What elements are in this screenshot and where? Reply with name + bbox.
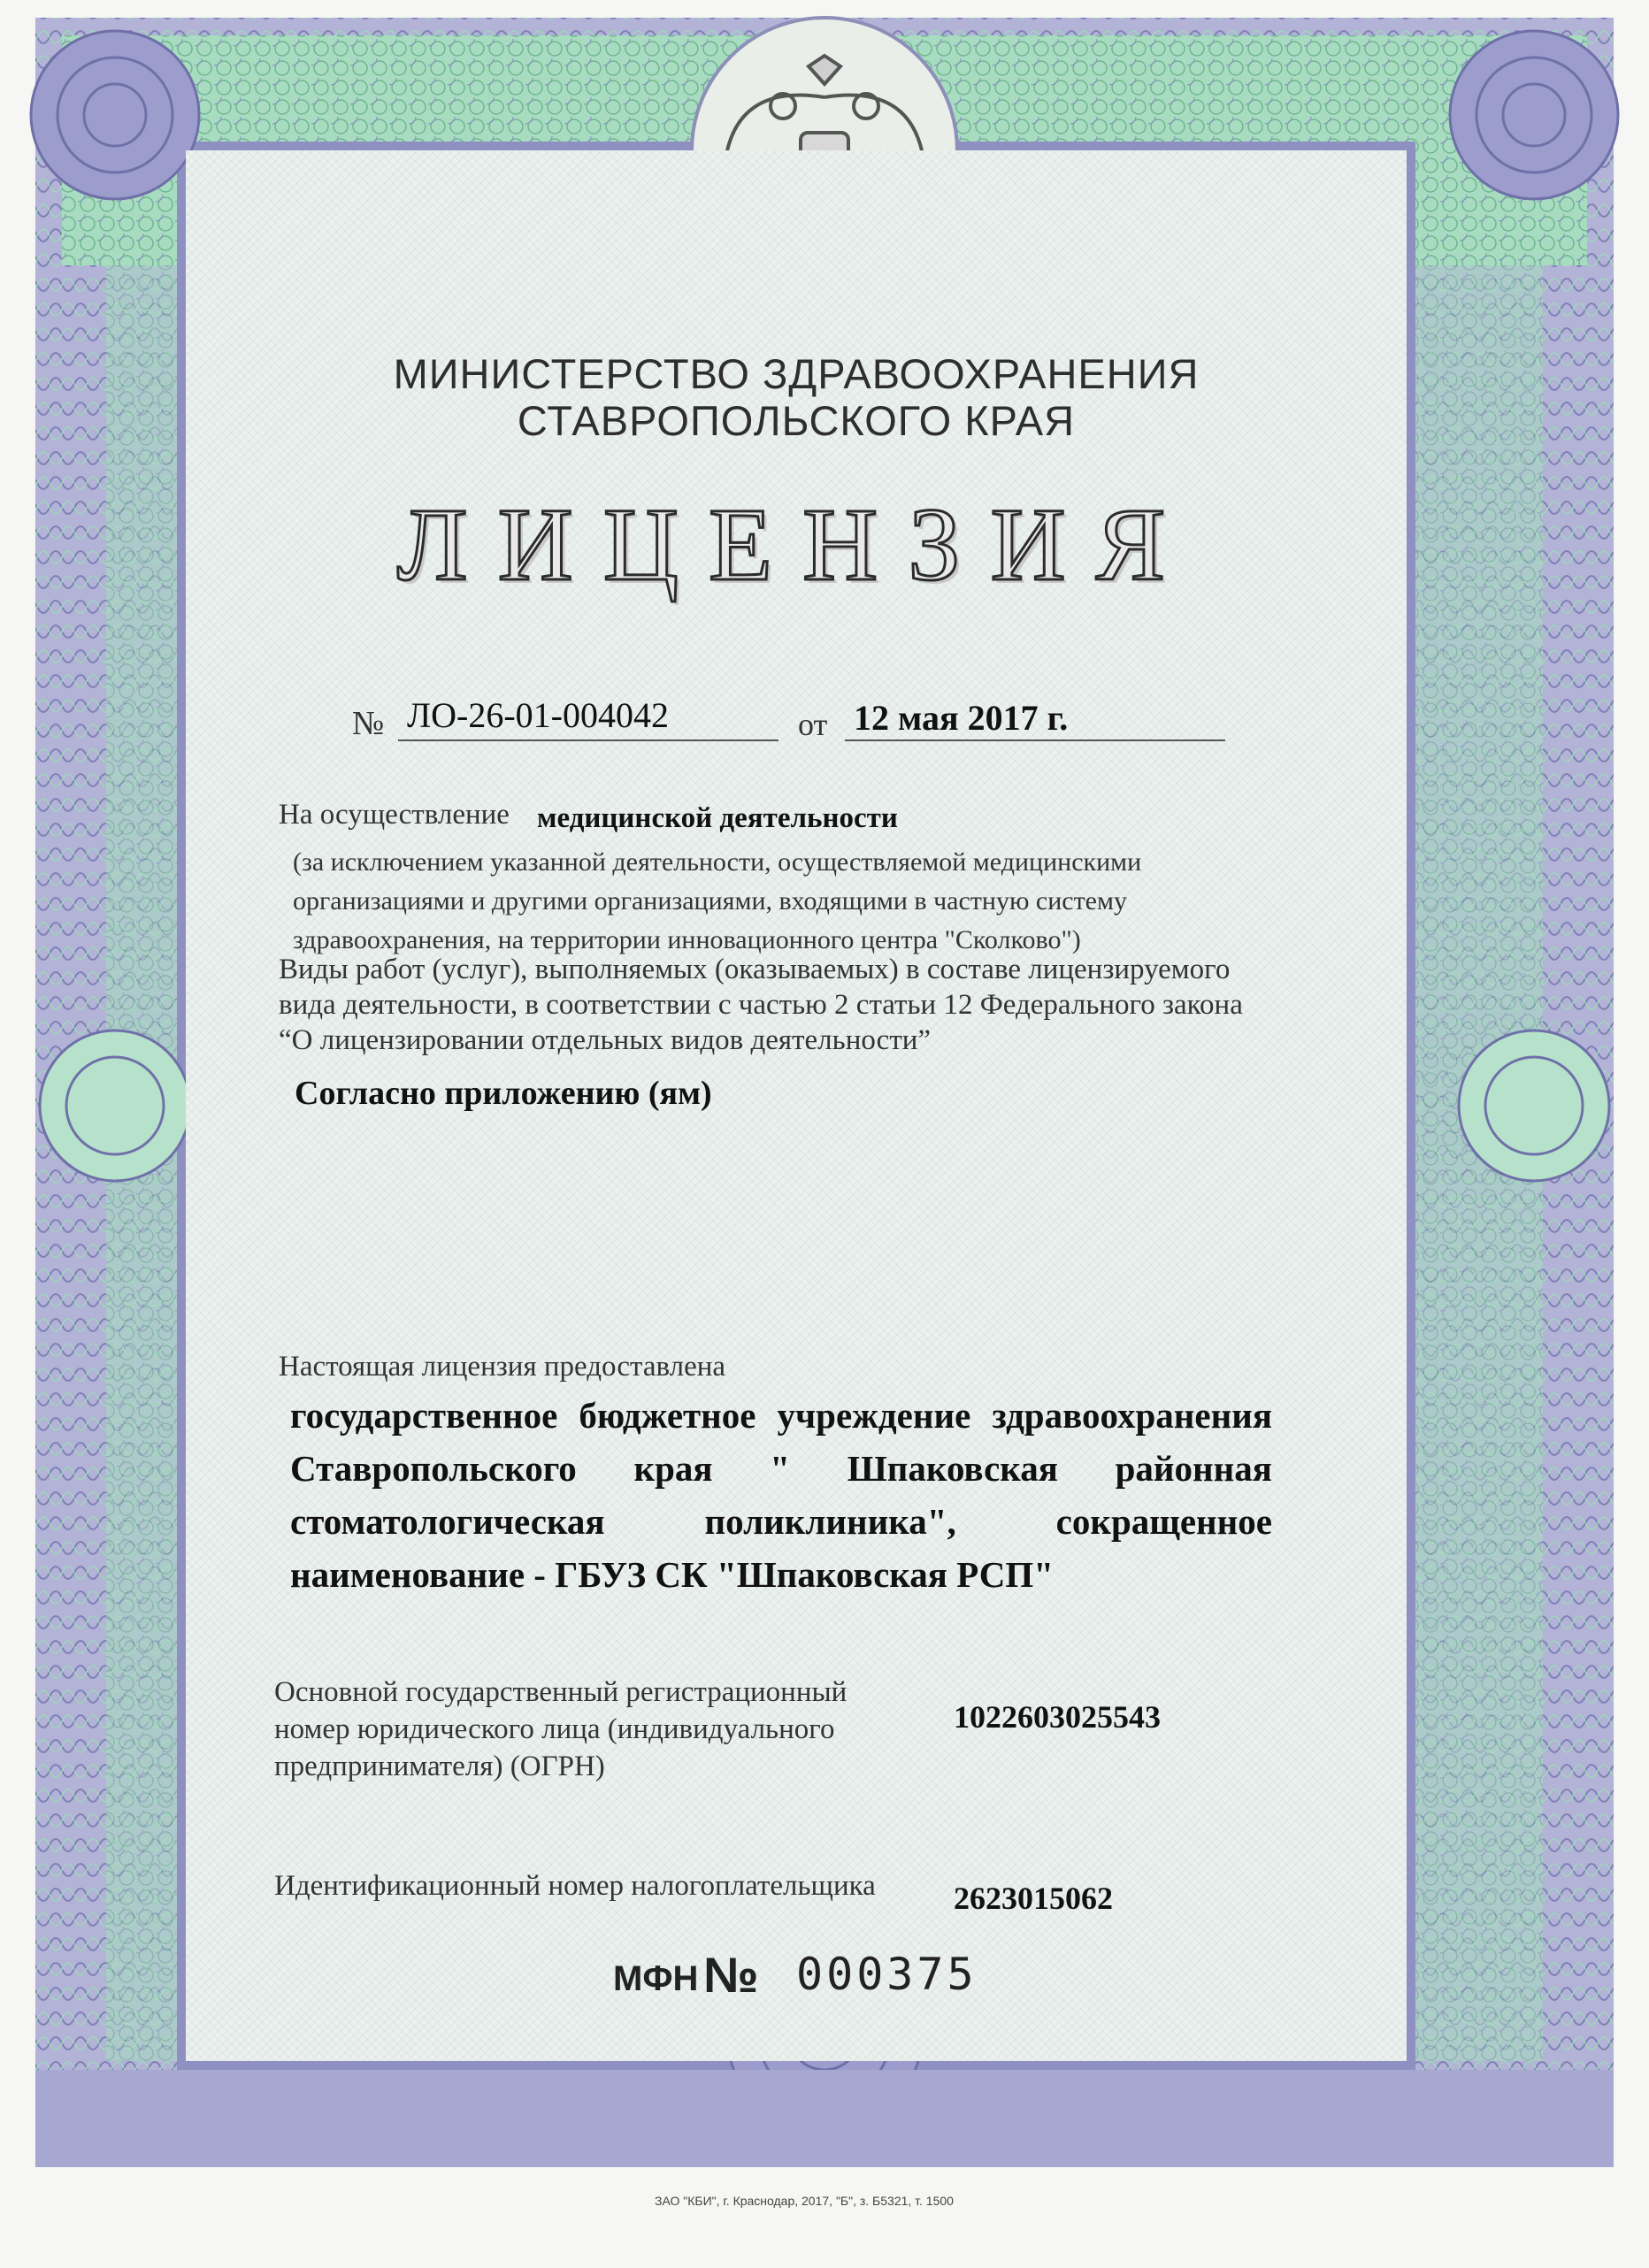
blank-series: МФН (613, 1959, 699, 1998)
printer-imprint: ЗАО "КБИ", г. Краснодар, 2017, "Б", з. Б5321, т. 1500 (655, 2194, 954, 2208)
exclusion-line-2: организациями и другими организациями, входящими в частную систему (293, 886, 1127, 916)
blank-number: 000375 (796, 1949, 978, 2000)
number-underline (398, 739, 778, 741)
license-number: ЛО-26-01-004042 (407, 695, 669, 735)
ogrn-label-line-1: Основной государственный регистрационный (274, 1676, 848, 1708)
ogrn-label-line-2: номер юридического лица (индивидуального (274, 1713, 835, 1745)
activity-label: На осуществление (279, 799, 510, 831)
exclusion-line-1: (за исключением указанной деятельности, осуществляемой медицинскими (293, 847, 1142, 877)
activity-value: медицинской деятельности (537, 802, 898, 834)
works-line-2: вида деятельности, в соответствии с частью 2 статьи 12 Федерального закона (279, 989, 1243, 1021)
works-value: Согласно приложению (ям) (295, 1075, 712, 1112)
number-label: № (352, 705, 385, 742)
license-date: 12 мая 2017 г. (854, 698, 1069, 738)
authority-line-1: МИНИСТЕРСТВО ЗДРАВООХРАНЕНИЯ (393, 350, 1200, 397)
licensee-name: государственное бюджетное учреждение здравоохранения Ставропольского края " Шпаковская районная стоматологическая поликлиника", сокращенное наименование - ГБУЗ СК "Шпаковская РСП" (290, 1395, 1272, 1595)
blank-number-sign: № (703, 1947, 759, 2003)
inn-label: Идентификационный номер налогоплательщика (274, 1870, 876, 1902)
ogrn-label-line-3: предпринимателя) (ОГРН) (274, 1751, 605, 1782)
authority-line-2: СТАВРОПОЛЬСКОГО КРАЯ (517, 397, 1076, 444)
date-underline (845, 739, 1225, 741)
document-title: ЛИЦЕНЗИЯ (396, 487, 1196, 602)
works-line-1: Виды работ (услуг), выполняемых (оказываемых) в составе лицензируемого (279, 954, 1231, 985)
exclusion-line-3: здравоохранения, на территории инновационного центра "Сколково") (293, 925, 1081, 954)
works-line-3: “О лицензировании отдельных видов деятельности” (279, 1024, 932, 1056)
ogrn-value: 1022603025543 (954, 1699, 1161, 1735)
licensee-label: Настоящая лицензия предоставлена (279, 1351, 726, 1383)
inn-value: 2623015062 (954, 1881, 1113, 1916)
date-label: от (798, 707, 828, 742)
